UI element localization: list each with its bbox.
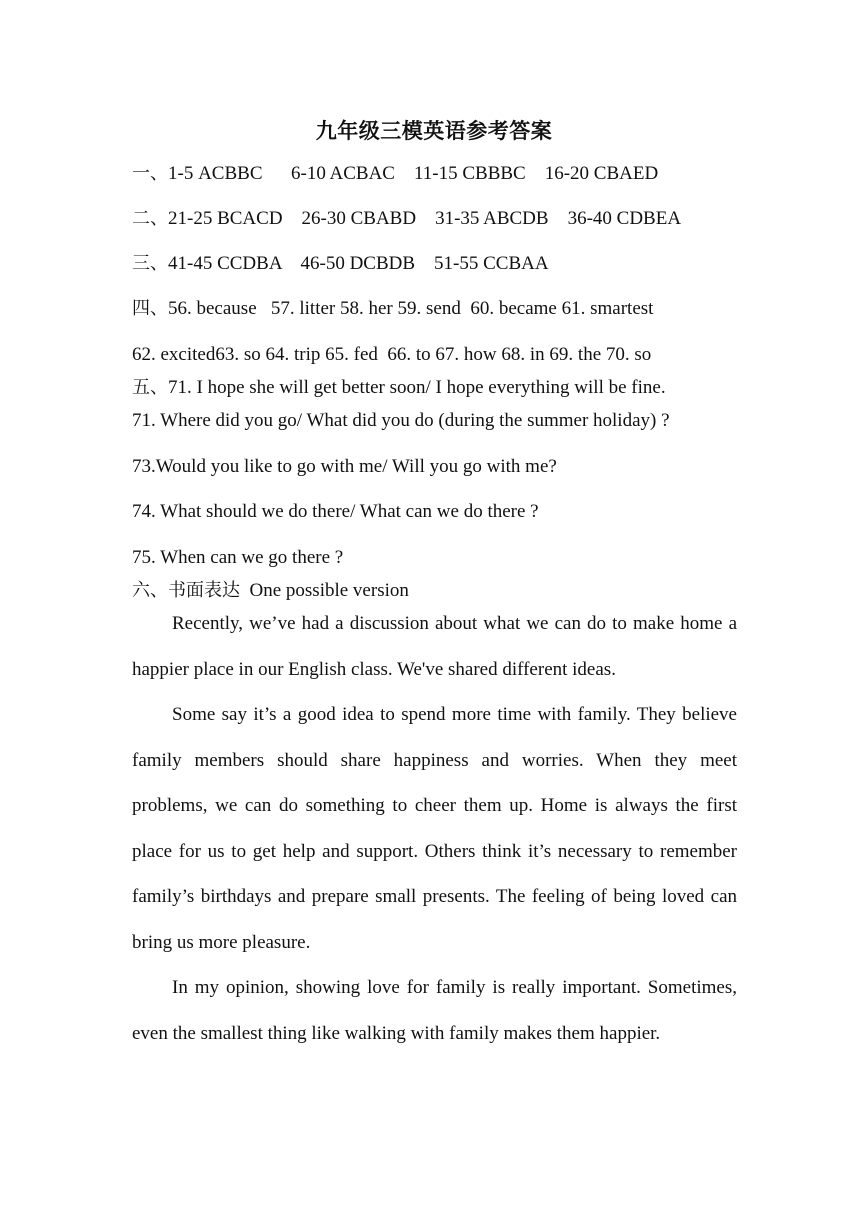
section-1-text: 1-5 ACBBC 6-10 ACBAC 11-15 CBBBC 16-20 CBAED — [168, 163, 659, 184]
section-5-item-3: 73.Would you like to go with me/ Will you go with me? — [132, 456, 557, 477]
section-2-label: 二、 — [132, 208, 168, 229]
section-5-item-1 — [132, 376, 666, 400]
section-2-text: 21-25 BCACD 26-30 CBABD 31-35 ABCDB 36-40 CDBEA — [168, 208, 682, 229]
section-6-subtitle: One possible version — [240, 580, 409, 601]
essay-paragraph-1: Recently, we’ve had a discussion about what we can do to make home a happier place in our English class. We've shared different ideas. — [132, 613, 737, 680]
section-5-item-1-text: 71. I hope she will get better soon/ I hope everything will be fine. — [168, 377, 666, 398]
section-6-heading — [132, 579, 409, 603]
section-1-answers — [132, 162, 658, 186]
section-5-label: 五、 — [132, 377, 168, 398]
section-6-label: 六、书面表达 — [132, 580, 240, 601]
section-1-label: 一、 — [132, 163, 168, 184]
section-5-item-2: 71. Where did you go/ What did you do (during the summer holiday) ? — [132, 410, 670, 431]
section-4-answers-line-1 — [132, 297, 653, 321]
page-title: 九年级三模英语参考答案 — [315, 119, 553, 143]
essay — [132, 601, 737, 1056]
section-5-item-4: 74. What should we do there/ What can we do there ? — [132, 501, 539, 522]
essay-paragraph-3: In my opinion, showing love for family is really important. Sometimes, even the smallest thing like walking with family makes them happier. — [132, 977, 737, 1044]
section-4-label: 四、 — [132, 298, 168, 319]
section-2-answers — [132, 207, 681, 231]
section-5-item-5: 75. When can we go there ? — [132, 547, 344, 568]
section-3-answers — [132, 252, 549, 276]
essay-paragraph-2: Some say it’s a good idea to spend more time with family. They believe family members should share happiness and worries. When they meet problems, we can do something to cheer them up. Home is always the first place for us to get help and support. Others think it’s necessary to remember family’s birthdays and prepare small presents. The feeling of being loved can bring us more pleasure. — [132, 704, 737, 953]
section-4-answers-line-2: 62. excited63. so 64. trip 65. fed 66. to 67. how 68. in 69. the 70. so — [132, 344, 652, 365]
section-3-label: 三、 — [132, 253, 168, 274]
section-3-text: 41-45 CCDBA 46-50 DCBDB 51-55 CCBAA — [168, 253, 549, 274]
section-4-line-1: 56. because 57. litter 58. her 59. send 60. became 61. smartest — [168, 298, 654, 319]
